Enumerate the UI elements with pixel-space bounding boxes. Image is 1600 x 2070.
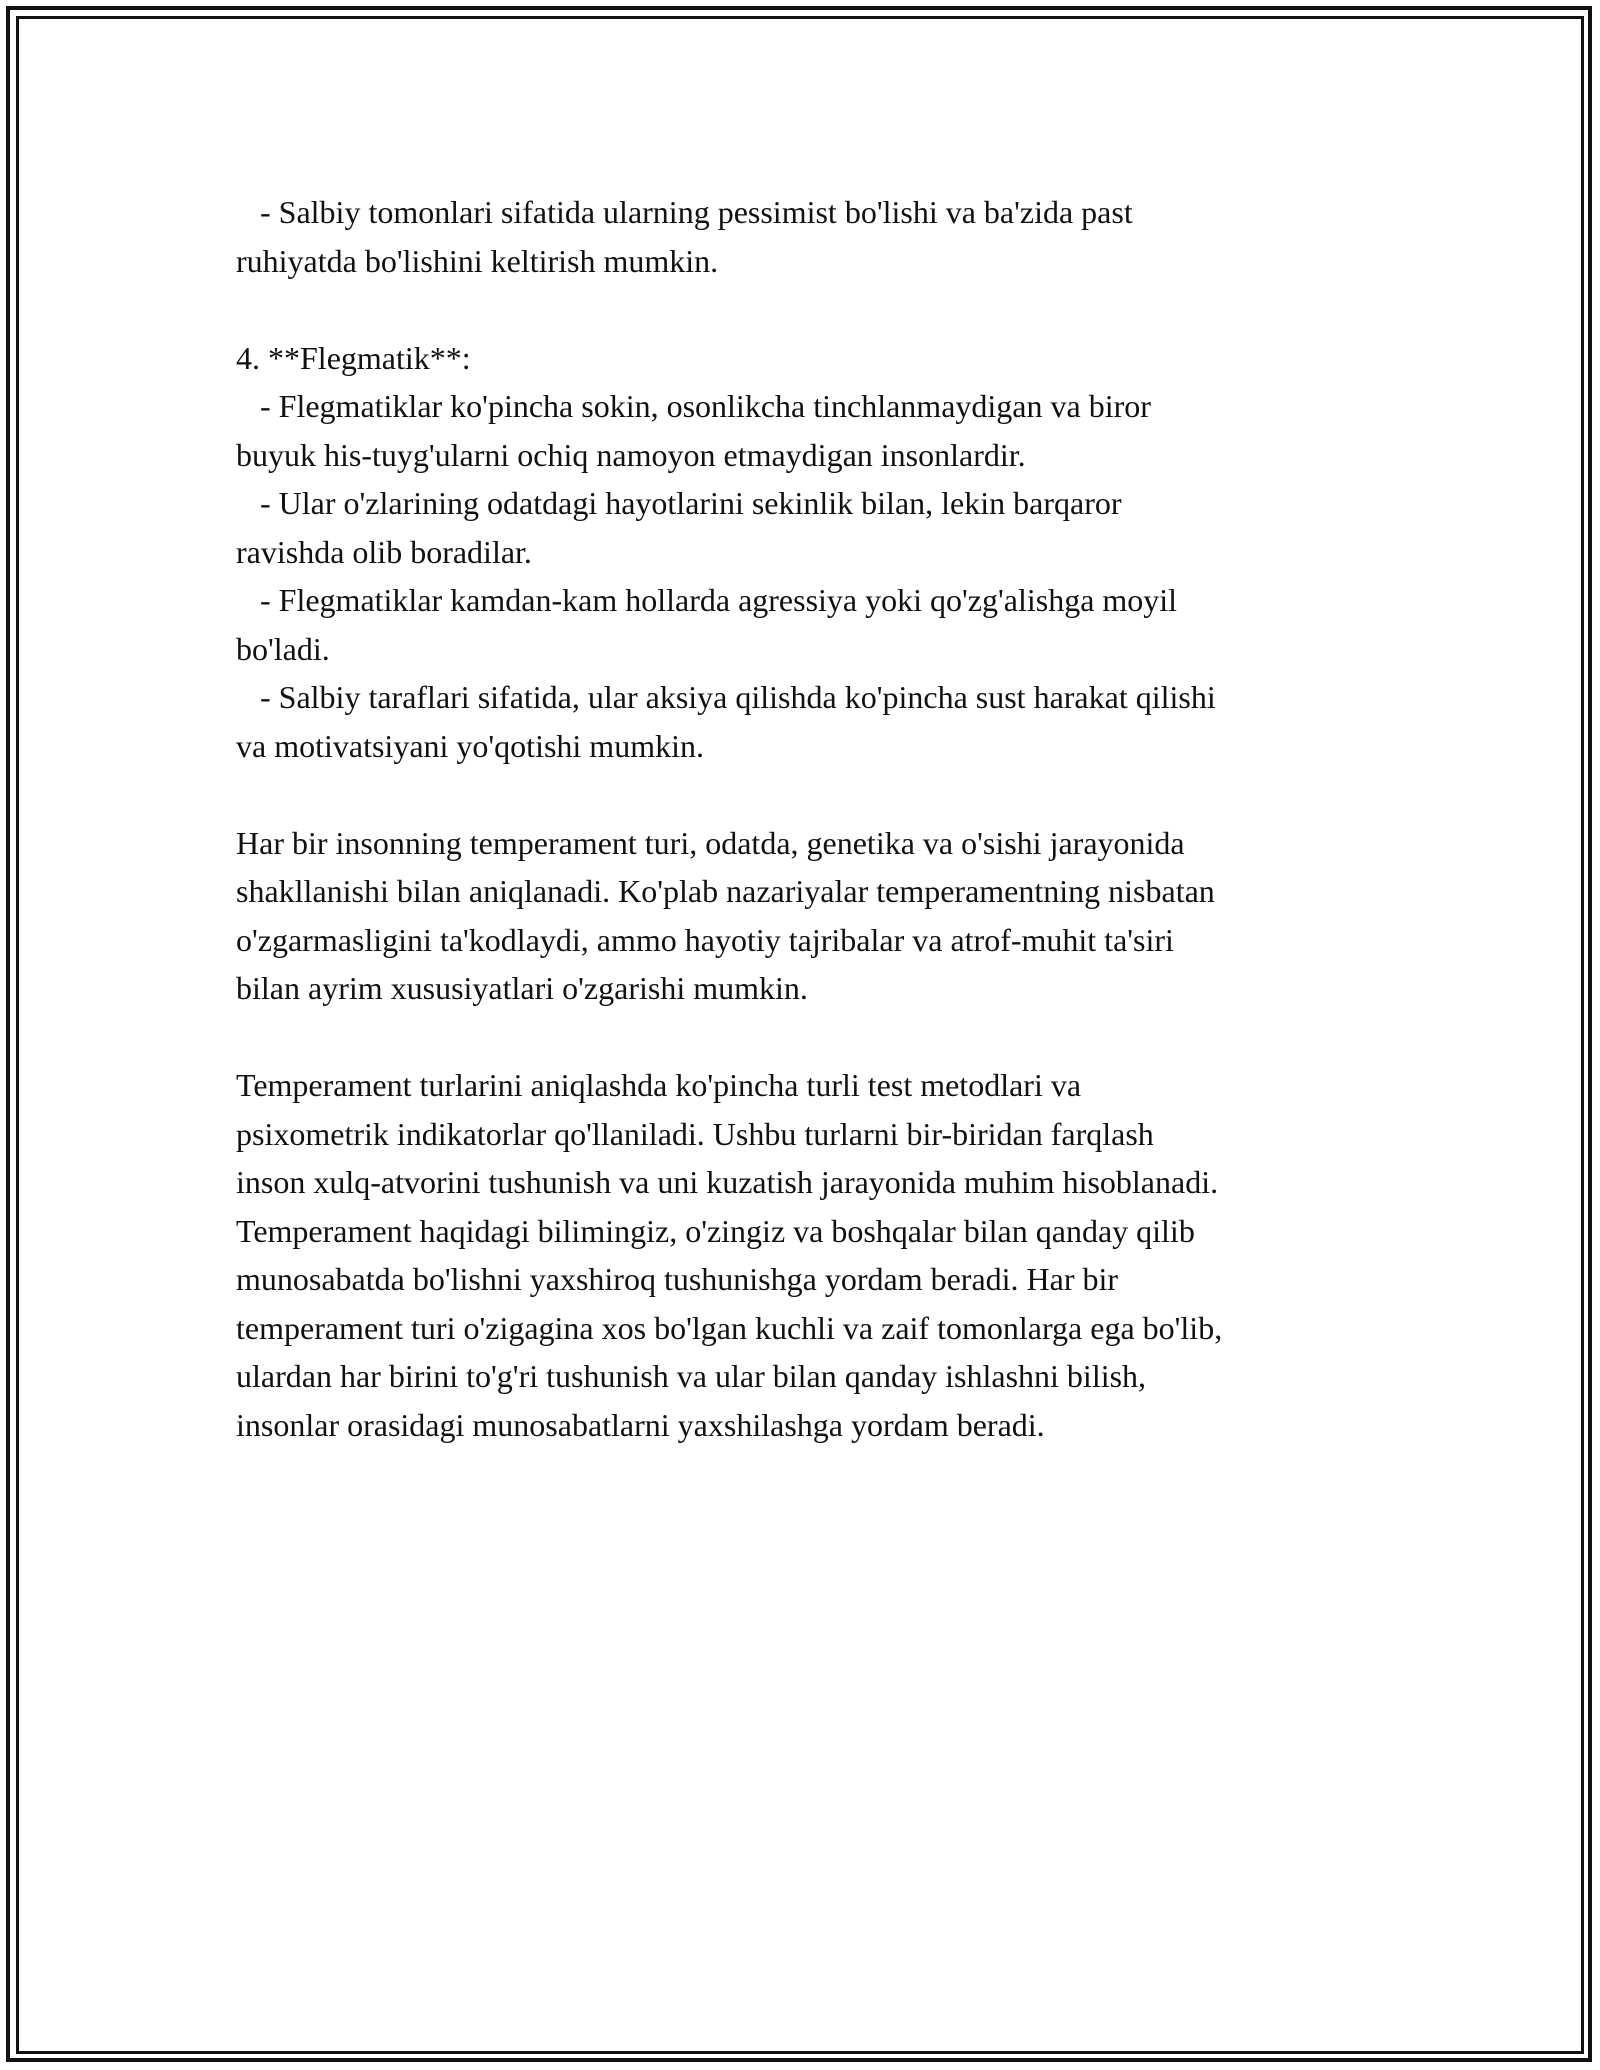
text-line: va motivatsiyani yo'qotishi mumkin.: [236, 727, 704, 764]
text-line: bo'ladi.: [236, 630, 330, 667]
paragraph-gap: [236, 285, 1376, 334]
paragraph-gap: [236, 1013, 1376, 1062]
text-line: ulardan har birini to'g'ri tushunish va ular bilan qanday ishlashni bilish,: [236, 1358, 1147, 1394]
text-line: - Salbiy taraflari sifatida, ular aksiya qilishda ko'pincha sust harakat qilishi: [236, 679, 1216, 715]
paragraph-gap: [236, 770, 1376, 819]
text-line: o'zgarmasligini ta'kodlaydi, ammo hayotiy tajribalar va atrof-muhit ta'siri: [236, 921, 1174, 958]
text-line: Har bir insonning temperament turi, odatda, genetika va o'sishi jarayonida: [236, 824, 1185, 861]
text-line: Temperament haqidagi bilimingiz, o'zingiz va boshqalar bilan qanday qilib: [236, 1212, 1195, 1249]
text-line: psixometrik indikatorlar qo'llaniladi. Ushbu turlarni bir-biridan farqlash: [236, 1115, 1154, 1152]
text-line: ruhiyatda bo'lishini keltirish mumkin.: [236, 242, 719, 279]
text-line: insonlar orasidagi munosabatlarni yaxshilashga yordam beradi.: [236, 1406, 1045, 1443]
text-line: - Flegmatiklar kamdan-kam hollarda agressiya yoki qo'zg'alishga moyil: [236, 582, 1178, 618]
document-body: [236, 188, 1376, 1449]
text-line: buyuk his-tuyg'ularni ochiq namoyon etmaydigan insonlardir.: [236, 436, 1026, 473]
text-line: - Flegmatiklar ko'pincha sokin, osonlikcha tinchlanmaydigan va biror: [236, 388, 1151, 424]
text-line: inson xulq-atvorini tushunish va uni kuzatish jarayonida muhim hisoblanadi.: [236, 1164, 1219, 1200]
text-line: - Ular o'zlarining odatdagi hayotlarini sekinlik bilan, lekin barqaror: [236, 485, 1122, 521]
text-line: bilan ayrim xususiyatlari o'zgarishi mumkin.: [236, 970, 808, 1006]
text-line: ravishda olib boradilar.: [236, 533, 532, 570]
text-line: shakllanishi bilan aniqlanadi. Ko'plab nazariyalar temperamentning nisbatan: [236, 873, 1215, 909]
text-line: - Salbiy tomonlari sifatida ularning pessimist bo'lishi va ba'zida past: [236, 194, 1133, 230]
text-line: Temperament turlarini aniqlashda ko'pincha turli test metodlari va: [236, 1067, 1082, 1103]
section-heading: 4. **Flegmatik**:: [236, 339, 471, 376]
text-line: munosabatda bo'lishni yaxshiroq tushunishga yordam beradi. Har bir: [236, 1261, 1119, 1297]
text-line: temperament turi o'zigagina xos bo'lgan kuchli va zaif tomonlarga ega bo'lib,: [236, 1309, 1223, 1346]
